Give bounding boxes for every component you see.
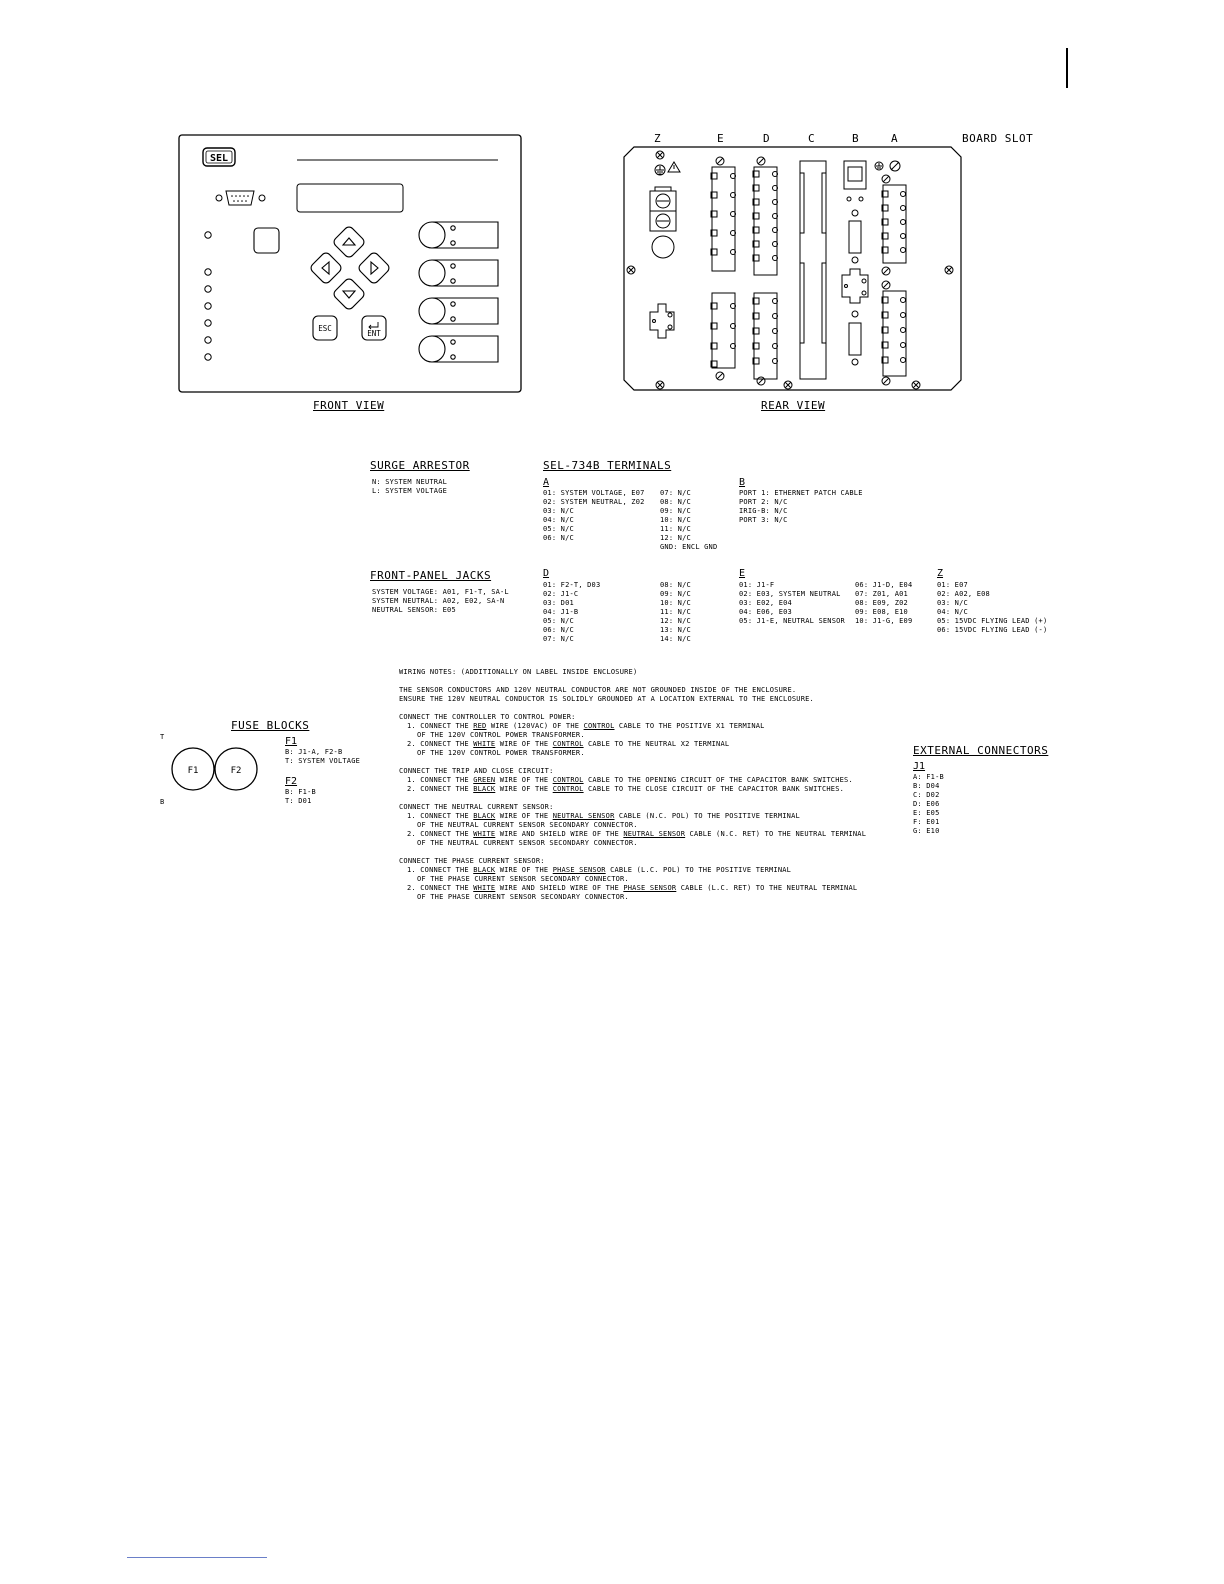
fuse-f2-list	[285, 788, 316, 806]
esc-button[interactable]	[313, 316, 337, 340]
terminal-e-entry: 02: E03, SYSTEM NEUTRAL	[739, 590, 841, 598]
wiring-section-heading: CONNECT THE CONTROLLER TO CONTROL POWER:	[399, 713, 576, 721]
wiring-section-heading: CONNECT THE TRIP AND CLOSE CIRCUIT:	[399, 767, 554, 775]
slot-b-ports	[842, 161, 868, 365]
fuse-f1-entry: B: J1-A, F2-B	[285, 748, 343, 756]
terminal-d-entry: 05: N/C	[543, 617, 574, 625]
enter-button[interactable]	[362, 316, 386, 340]
ethernet-port-icon	[844, 161, 866, 189]
wiring-step-cont: OF THE NEUTRAL CURRENT SENSOR SECONDARY CONNECTOR.	[417, 821, 638, 829]
front-panel-jack-entry: NEUTRAL SENSOR: E05	[372, 606, 456, 614]
wiring-step-cont: OF THE 120V CONTROL POWER TRANSFORMER.	[417, 749, 585, 757]
status-leds	[205, 232, 211, 360]
fuse-f1-label: F1	[285, 736, 298, 747]
terminal-z-entry: 01: E07	[937, 581, 968, 589]
wiring-step-cont: OF THE PHASE CURRENT SENSOR SECONDARY CONNECTOR.	[417, 893, 629, 901]
slot-e-terminals	[711, 157, 736, 380]
j1-entry: G: E10	[913, 827, 940, 835]
terminal-a-entry: 02: SYSTEM NEUTRAL, Z02	[543, 498, 645, 506]
wiring-step-cont: OF THE 120V CONTROL POWER TRANSFORMER.	[417, 731, 585, 739]
fuse-blocks-title: FUSE BLOCKS	[231, 719, 310, 732]
terminal-a-entry: 03: N/C	[543, 507, 574, 515]
terminal-e-col1	[739, 581, 845, 626]
ground-icon	[655, 165, 665, 175]
serial-port-icon-b1	[849, 221, 861, 253]
terminal-a-entry: 11: N/C	[660, 525, 691, 533]
fuse-f2-label: F2	[285, 776, 298, 787]
terminal-a-entry: 08: N/C	[660, 498, 691, 506]
slot-letter-c: C	[808, 132, 815, 145]
fuse-f1-circle-label: F1	[187, 766, 199, 776]
terminal-a-entry: 10: N/C	[660, 516, 691, 524]
slot-letter-a: A	[891, 132, 898, 145]
enter-icon	[369, 322, 378, 329]
terminal-d-entry: 11: N/C	[660, 608, 691, 616]
terminal-z-entry: 05: 15VDC FLYING LEAD (+)	[937, 617, 1048, 625]
change-bar	[1066, 48, 1068, 88]
terminal-e-entry: 07: Z01, A01	[855, 590, 908, 598]
rear-view-drawing	[620, 143, 965, 395]
terminal-d-entry: 06: N/C	[543, 626, 574, 634]
board-slot-label: BOARD SLOT	[962, 132, 1034, 145]
left-arrow-button[interactable]	[309, 251, 343, 285]
operator-pushbuttons[interactable]	[419, 222, 498, 362]
serial-port-icon-b2	[849, 323, 861, 355]
fuse-f1-list	[285, 748, 360, 766]
terminal-d-entry: 10: N/C	[660, 599, 691, 607]
terminal-e-entry: 10: J1-G, E09	[855, 617, 913, 625]
terminal-d-entry: 07: N/C	[543, 635, 574, 643]
terminal-a-entry: 07: N/C	[660, 489, 691, 497]
terminal-d-entry: 01: F2-T, D03	[543, 581, 601, 589]
terminal-d-entry: 03: D01	[543, 599, 574, 607]
terminal-e-entry: 04: E06, E03	[739, 608, 792, 616]
rear-view-caption: REAR VIEW	[761, 399, 826, 412]
wiring-notes	[399, 668, 899, 902]
terminal-e-entry: 09: E08, E10	[855, 608, 908, 616]
footer-rule	[127, 1557, 267, 1558]
wiring-step: 1. CONNECT THE BLACK WIRE OF THE NEUTRAL SENSOR CABLE (N.C. POL) TO THE POSITIVE TERMINAL	[407, 812, 800, 820]
warning-icon	[668, 162, 680, 172]
wiring-step: 1. CONNECT THE GREEN WIRE OF THE CONTROL CABLE TO THE OPENING CIRCUIT OF THE CAPACITOR BANK SWITCHES.	[407, 776, 853, 784]
j1-entry: B: D04	[913, 782, 940, 790]
esc-label: ESC	[318, 324, 332, 333]
terminal-z-entry: 03: N/C	[937, 599, 968, 607]
fuse-blocks-drawing	[168, 744, 268, 794]
terminal-a-entry: 12: N/C	[660, 534, 691, 542]
terminal-z-list	[937, 581, 1047, 635]
terminal-b-list	[739, 489, 863, 525]
fuse-f2-entry: T: D01	[285, 797, 312, 805]
pushbutton-4[interactable]	[419, 336, 498, 362]
j1-label: J1	[913, 761, 926, 772]
terminal-d-entry: 09: N/C	[660, 590, 691, 598]
front-panel-jack-entry: SYSTEM NEUTRAL: A02, E02, SA-N	[372, 597, 505, 605]
terminal-d-col1	[543, 581, 600, 644]
terminal-z-entry: 04: N/C	[937, 608, 968, 616]
terminal-d-col2	[660, 581, 691, 644]
terminal-a-col2	[660, 489, 717, 552]
terminal-d-entry: 13: N/C	[660, 626, 691, 634]
terminal-d-entry: 04: J1-B	[543, 608, 579, 616]
lcd-display	[297, 184, 403, 212]
slot-c-blank	[800, 161, 826, 379]
wiring-notes-heading: WIRING NOTES: (ADDITIONALLY ON LABEL INSIDE ENCLOSURE)	[399, 668, 638, 676]
j1-list	[913, 773, 944, 836]
front-view-drawing	[170, 126, 530, 396]
j1-entry: F: E01	[913, 818, 940, 826]
terminal-b-entry: PORT 1: ETHERNET PATCH CABLE	[739, 489, 863, 497]
terminal-a-entry: 06: N/C	[543, 534, 574, 542]
front-panel-jacks-list	[372, 588, 509, 615]
terminal-b-entry: PORT 3: N/C	[739, 516, 788, 524]
j1-entry: A: F1-B	[913, 773, 944, 781]
terminal-a-col1	[543, 489, 645, 543]
sel-logo	[203, 148, 235, 166]
pushbutton-1[interactable]	[419, 222, 498, 248]
terminal-d-entry: 02: J1-C	[543, 590, 579, 598]
terminal-z-entry: 06: 15VDC FLYING LEAD (-)	[937, 626, 1048, 634]
terminal-a-label: A	[543, 477, 550, 488]
slot-d-terminals	[753, 157, 778, 385]
terminal-a-entry: 05: N/C	[543, 525, 574, 533]
terminal-a-entry: 09: N/C	[660, 507, 691, 515]
terminal-z-entry: 02: A02, E08	[937, 590, 990, 598]
sel-logo-text: SEL	[209, 153, 229, 164]
terminal-z-label: Z	[937, 568, 944, 579]
right-arrow-button[interactable]	[357, 251, 391, 285]
terminal-d-entry: 14: N/C	[660, 635, 691, 643]
wiring-step: 2. CONNECT THE BLACK WIRE OF THE CONTROL CABLE TO THE CLOSE CIRCUIT OF THE CAPACITOR BANK SWITCHES.	[407, 785, 845, 793]
up-arrow-button[interactable]	[332, 225, 366, 259]
slot-letter-z: Z	[654, 132, 661, 145]
wiring-step: 1. CONNECT THE BLACK WIRE OF THE PHASE SENSOR CABLE (L.C. POL) TO THE POSITIVE TERMINAL	[407, 866, 792, 874]
slot-z-terminal-block	[650, 187, 676, 338]
terminal-e-entry: 05: J1-E, NEUTRAL SENSOR	[739, 617, 845, 625]
surge-arrestor-title: SURGE ARRESTOR	[370, 459, 470, 472]
target-reset-button[interactable]	[254, 228, 279, 253]
down-arrow-button[interactable]	[332, 277, 366, 311]
wiring-step: 1. CONNECT THE RED WIRE (120VAC) OF THE CONTROL CABLE TO THE POSITIVE X1 TERMINAL	[407, 722, 765, 730]
terminals-title: SEL-734B TERMINALS	[543, 459, 672, 472]
terminal-e-label: E	[739, 568, 746, 579]
fuse-f2-circle-label: F2	[230, 766, 242, 776]
terminal-e-entry: 01: J1-F	[739, 581, 775, 589]
terminal-b-entry: IRIG-B: N/C	[739, 507, 788, 515]
wiring-step: 2. CONNECT THE WHITE WIRE AND SHIELD WIRE OF THE NEUTRAL SENSOR CABLE (N.C. RET) TO THE NEUTRAL TERMINAL	[407, 830, 867, 838]
terminal-e-col2	[855, 581, 912, 626]
terminal-b-label: B	[739, 477, 746, 488]
front-view-caption: FRONT VIEW	[313, 399, 385, 412]
terminal-d-entry: 12: N/C	[660, 617, 691, 625]
terminal-a-entry: 01: SYSTEM VOLTAGE, E07	[543, 489, 645, 497]
wiring-section-heading: CONNECT THE PHASE CURRENT SENSOR:	[399, 857, 545, 865]
terminal-e-entry: 08: E09, Z02	[855, 599, 908, 607]
ent-label: ENT	[367, 329, 381, 338]
fuse-f1-entry: T: SYSTEM VOLTAGE	[285, 757, 361, 765]
mounting-screws	[627, 151, 953, 389]
wiring-section-heading: CONNECT THE NEUTRAL CURRENT SENSOR:	[399, 803, 554, 811]
wiring-step: 2. CONNECT THE WHITE WIRE AND SHIELD WIRE OF THE PHASE SENSOR CABLE (L.C. RET) TO THE NEUTRAL TERMINAL	[407, 884, 858, 892]
front-panel-jack-entry: SYSTEM VOLTAGE: A01, F1-T, SA-L	[372, 588, 509, 596]
slot-letter-b: B	[852, 132, 859, 145]
surge-arrestor-line-n: N: SYSTEM NEUTRAL	[372, 478, 448, 486]
fuse-top-marker: T	[160, 733, 165, 741]
external-connectors-title: EXTERNAL CONNECTORS	[913, 744, 1049, 757]
terminal-b-entry: PORT 2: N/C	[739, 498, 788, 506]
slot-letter-e: E	[717, 132, 724, 145]
j1-entry: E: E05	[913, 809, 940, 817]
wiring-step-cont: OF THE NEUTRAL CURRENT SENSOR SECONDARY CONNECTOR.	[417, 839, 638, 847]
j1-entry: C: D02	[913, 791, 940, 799]
wiring-step: 2. CONNECT THE WHITE WIRE OF THE CONTROL CABLE TO THE NEUTRAL X2 TERMINAL	[407, 740, 730, 748]
terminal-a-entry: 04: N/C	[543, 516, 574, 524]
pushbutton-3[interactable]	[419, 298, 498, 324]
serial-port-icon	[216, 191, 265, 205]
slot-letter-d: D	[763, 132, 770, 145]
fuse-f2-entry: B: F1-B	[285, 788, 316, 796]
j1-entry: D: E06	[913, 800, 940, 808]
front-panel-jacks-title: FRONT-PANEL JACKS	[370, 569, 492, 582]
fuse-bottom-marker: B	[160, 798, 165, 806]
navigation-pad[interactable]	[309, 225, 391, 311]
terminal-d-label: D	[543, 568, 550, 579]
terminal-d-entry: 08: N/C	[660, 581, 691, 589]
slot-a-terminals	[875, 161, 906, 385]
pushbutton-2[interactable]	[419, 260, 498, 286]
terminal-e-entry: 06: J1-D, E04	[855, 581, 913, 589]
wiring-notes-intro: ENSURE THE 120V NEUTRAL CONDUCTOR IS SOLIDLY GROUNDED AT A LOCATION EXTERNAL TO THE ENCLOSURE.	[399, 695, 814, 703]
terminal-e-entry: 03: E02, E04	[739, 599, 792, 607]
wiring-notes-intro: THE SENSOR CONDUCTORS AND 120V NEUTRAL CONDUCTOR ARE NOT GROUNDED INSIDE OF THE ENCLOSURE.	[399, 686, 797, 694]
surge-arrestor-line-l: L: SYSTEM VOLTAGE	[372, 487, 448, 495]
terminal-a-entry: GND: ENCL GND	[660, 543, 718, 551]
wiring-step-cont: OF THE PHASE CURRENT SENSOR SECONDARY CONNECTOR.	[417, 875, 629, 883]
